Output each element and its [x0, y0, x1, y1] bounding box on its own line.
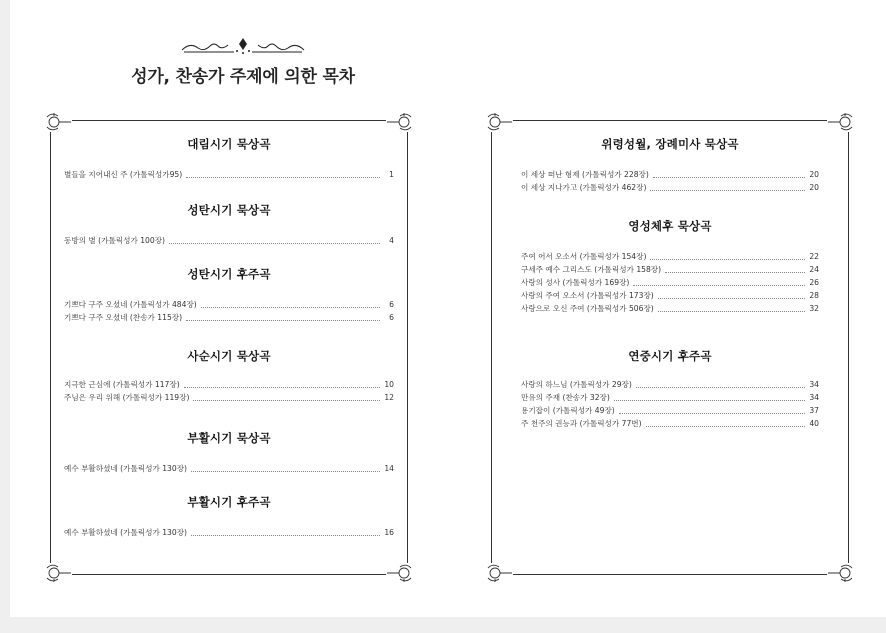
dot-leader [646, 426, 805, 427]
toc-entry-label: 지극한 근심에 (가톨릭성가 117장) [64, 380, 180, 389]
toc-entry-page-number: 22 [809, 252, 819, 261]
dot-leader [184, 387, 380, 388]
toc-entry-list [521, 168, 819, 194]
toc-entry-label: 예수 부활하셨네 (가톨릭성가 130장) [64, 528, 188, 537]
toc-entry-page-number: 26 [809, 278, 819, 287]
toc-entry-label: 동방의 별 (가톨릭성가 100장) [64, 236, 166, 245]
dot-leader [658, 311, 805, 312]
dot-leader [619, 413, 805, 414]
dot-leader [658, 298, 805, 299]
toc-entry-label: 예수 부활하셨네 (가톨릭성가 130장) [64, 464, 188, 473]
dot-leader [653, 177, 805, 178]
toc-entry-label: 이 세상 지나가고 (가톨릭성가 462장) [521, 183, 647, 192]
toc-entry-page-number: 32 [809, 304, 819, 313]
dot-leader [201, 307, 380, 308]
toc-entry-label: 주님은 우리 위해 (가톨릭성가 119장) [64, 393, 190, 402]
section-title: 대림시기 묵상곡 [187, 137, 271, 151]
toc-entry[interactable] [521, 404, 819, 417]
toc-entry[interactable] [64, 311, 394, 324]
dot-leader [614, 400, 805, 401]
toc-entry-list [64, 378, 394, 404]
toc-entry-label: 용기잡이 (가톨릭성가 49장) [521, 406, 615, 415]
toc-entry-label: 주 천주의 권능과 (가톨릭성가 77번) [521, 419, 642, 428]
toc-entry[interactable] [521, 168, 819, 181]
right-toc-frame [491, 120, 849, 575]
toc-entry-label: 별들을 지어내신 주 (가톨릭성가95) [64, 170, 183, 179]
toc-entry-page-number: 34 [809, 380, 819, 389]
toc-entry-label: 사랑의 주여 오소서 (가톨릭성가 173장) [521, 291, 654, 300]
toc-entry[interactable] [521, 378, 819, 391]
toc-entry-page-number: 14 [384, 464, 394, 473]
toc-entry-page-number: 6 [389, 313, 394, 322]
toc-entry-page-number: 16 [384, 528, 394, 537]
dot-leader [665, 272, 805, 273]
toc-entry-page-number: 6 [389, 300, 394, 309]
toc-entry-label: 기쁘다 구주 오셨네 (가톨릭성가 484장) [64, 300, 197, 309]
toc-entry-page-number: 20 [809, 183, 819, 192]
section-title: 성탄시기 후주곡 [187, 267, 271, 281]
dot-leader [191, 471, 380, 472]
toc-entry-list [64, 234, 394, 247]
toc-entry-page-number: 40 [809, 419, 819, 428]
dot-leader [191, 535, 380, 536]
section-title: 영성체후 묵상곡 [628, 219, 712, 233]
toc-entry-list [521, 378, 819, 430]
toc-entry-list [64, 168, 394, 181]
toc-entry-page-number: 34 [809, 393, 819, 402]
section-title: 성탄시기 묵상곡 [187, 203, 271, 217]
toc-entry-label: 주여 어서 오소서 (가톨릭성가 154장) [521, 252, 647, 261]
dot-leader [186, 177, 380, 178]
toc-entry[interactable] [64, 234, 394, 247]
toc-entry-label: 구세주 예수 그리스도 (가톨릭성가 158장) [521, 265, 662, 274]
dot-leader [636, 387, 805, 388]
toc-entry[interactable] [64, 298, 394, 311]
dot-leader [650, 259, 805, 260]
toc-entry-page-number: 12 [384, 393, 394, 402]
toc-entry[interactable] [521, 276, 819, 289]
right-toc-content [491, 120, 849, 575]
section-title: 사순시기 묵상곡 [187, 349, 271, 363]
toc-entry-label: 사랑으로 오신 주여 (가톨릭성가 506장) [521, 304, 654, 313]
title-ornament-icon [10, 36, 476, 56]
section-title: 부활시기 후주곡 [187, 495, 271, 509]
toc-entry-page-number: 28 [809, 291, 819, 300]
toc-entry[interactable] [521, 302, 819, 315]
toc-entry-page-number: 37 [809, 406, 819, 415]
toc-entry[interactable] [521, 417, 819, 430]
toc-entry-label: 사랑의 하느님 (가톨릭성가 29장) [521, 380, 632, 389]
dot-leader [186, 320, 380, 321]
toc-entry-list [64, 526, 394, 539]
toc-entry-list [64, 298, 394, 324]
toc-entry[interactable] [521, 391, 819, 404]
section-title: 위령성월, 장례미사 묵상곡 [601, 137, 739, 151]
toc-entry-label: 이 세상 떠난 형제 (가톨릭성가 228장) [521, 170, 649, 179]
toc-entry-label: 기쁘다 구주 오셨네 (찬송가 115장) [64, 313, 183, 322]
dot-leader [650, 190, 805, 191]
section-title: 부활시기 묵상곡 [187, 431, 271, 445]
toc-entry-list [521, 250, 819, 315]
toc-entry-list [64, 462, 394, 475]
document-page [10, 0, 886, 617]
toc-entry-page-number: 10 [384, 380, 394, 389]
section-title: 연중시기 후주곡 [628, 349, 712, 363]
toc-header [10, 36, 476, 87]
toc-entry-label: 사랑의 성사 (가톨릭성가 169장) [521, 278, 630, 287]
toc-entry-page-number: 20 [809, 170, 819, 179]
dot-leader [633, 285, 805, 286]
toc-entry-page-number: 24 [809, 265, 819, 274]
toc-entry[interactable] [64, 168, 394, 181]
toc-entry[interactable] [64, 526, 394, 539]
toc-entry[interactable] [521, 250, 819, 263]
toc-entry[interactable] [64, 378, 394, 391]
toc-entry-page-number: 4 [389, 236, 394, 245]
page-title: 성가, 찬송가 주제에 의한 목차 [131, 67, 355, 87]
toc-entry-label: 만유의 주재 (찬송가 32장) [521, 393, 610, 402]
toc-entry[interactable] [521, 181, 819, 194]
toc-entry[interactable] [521, 263, 819, 276]
toc-entry[interactable] [64, 462, 394, 475]
left-toc-frame [50, 120, 408, 575]
toc-entry[interactable] [521, 289, 819, 302]
dot-leader [193, 400, 380, 401]
dot-leader [169, 243, 380, 244]
toc-entry[interactable] [64, 391, 394, 404]
toc-entry-page-number: 1 [389, 170, 394, 179]
left-toc-content [50, 120, 408, 575]
